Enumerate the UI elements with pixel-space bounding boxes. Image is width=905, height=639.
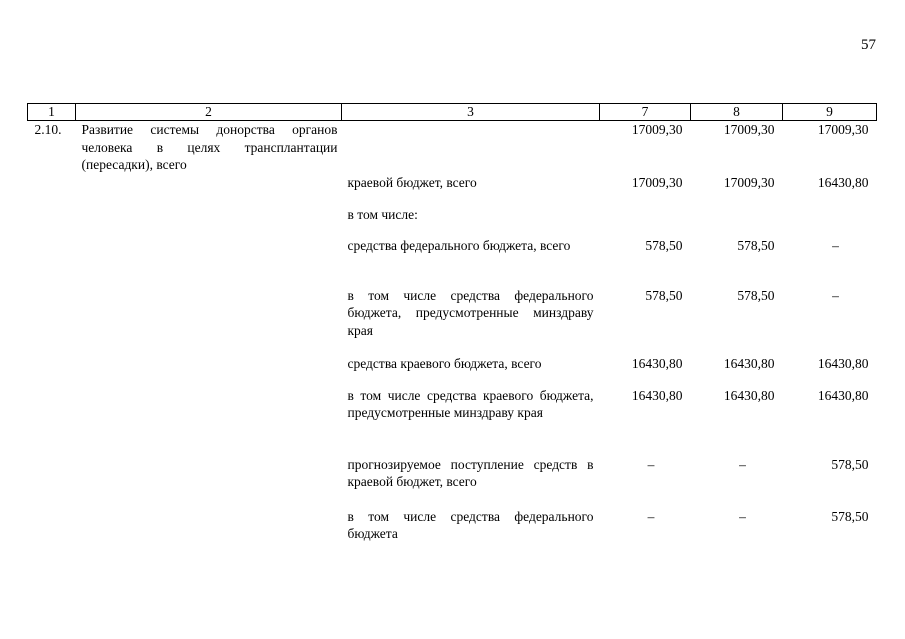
value-col-9: 16430,80: [817, 387, 869, 403]
value-col-8: 578,50: [737, 237, 775, 253]
header-row: [28, 104, 877, 121]
value-col-9: –: [832, 237, 839, 253]
value-col-7: –: [647, 508, 655, 524]
row-label: средства краевого бюджета, всего: [347, 355, 542, 371]
value-col-8: 16430,80: [723, 387, 775, 403]
value-col-7: 17009,30: [631, 122, 683, 137]
value-col-8: –: [739, 456, 746, 472]
value-col-9: 16430,80: [817, 355, 869, 371]
header-cell: 8: [691, 104, 783, 121]
row-label: [342, 121, 600, 174]
value-col-8: 17009,30: [723, 174, 775, 190]
value-col-7: [600, 206, 691, 237]
value-col-9: 16430,80: [817, 174, 869, 190]
row-label: в том числе средства федерального бюджета: [347, 508, 594, 542]
value-col-9: 17009,30: [817, 122, 869, 137]
value-col-9: [783, 206, 877, 237]
row-label: в том числе:: [347, 206, 418, 222]
value-col-9: 578,50: [831, 508, 869, 524]
value-col-8: –: [739, 508, 746, 524]
header-cell: 7: [600, 104, 691, 121]
table-row: [28, 121, 877, 174]
value-col-7: –: [647, 456, 655, 472]
item-code: 2.10.: [34, 122, 62, 137]
value-col-9: –: [832, 287, 839, 303]
header-cell: 1: [28, 104, 76, 121]
value-col-8: 578,50: [737, 287, 775, 303]
value-col-7: 578,50: [645, 287, 683, 303]
header-cell: 9: [783, 104, 877, 121]
header-cell: 2: [76, 104, 342, 121]
page-number: 57: [861, 37, 876, 53]
value-col-9: 578,50: [831, 456, 869, 472]
value-col-7: 16430,80: [631, 387, 683, 403]
value-col-7: 17009,30: [631, 174, 683, 190]
value-col-7: 578,50: [645, 237, 683, 253]
header-cell: 3: [342, 104, 600, 121]
value-col-8: 16430,80: [723, 355, 775, 371]
row-label: средства федерального бюджета, всего: [347, 237, 571, 253]
budget-table: [27, 103, 877, 548]
row-label: краевой бюджет, всего: [347, 174, 477, 190]
value-col-7: 16430,80: [631, 355, 683, 371]
value-col-8: [691, 206, 783, 237]
value-col-8: 17009,30: [723, 122, 775, 137]
item-name: Развитие системы донорства органов человека в целях трансплантации (пересадки), всего: [81, 122, 338, 173]
row-label: прогнозируемое поступление средств в краевой бюджет, всего: [347, 456, 594, 490]
row-label: в том числе средства федерального бюджета, предусмотренные минздраву края: [347, 287, 594, 338]
row-label: в том числе средства краевого бюджета, предусмотренные минздраву края: [347, 387, 594, 421]
